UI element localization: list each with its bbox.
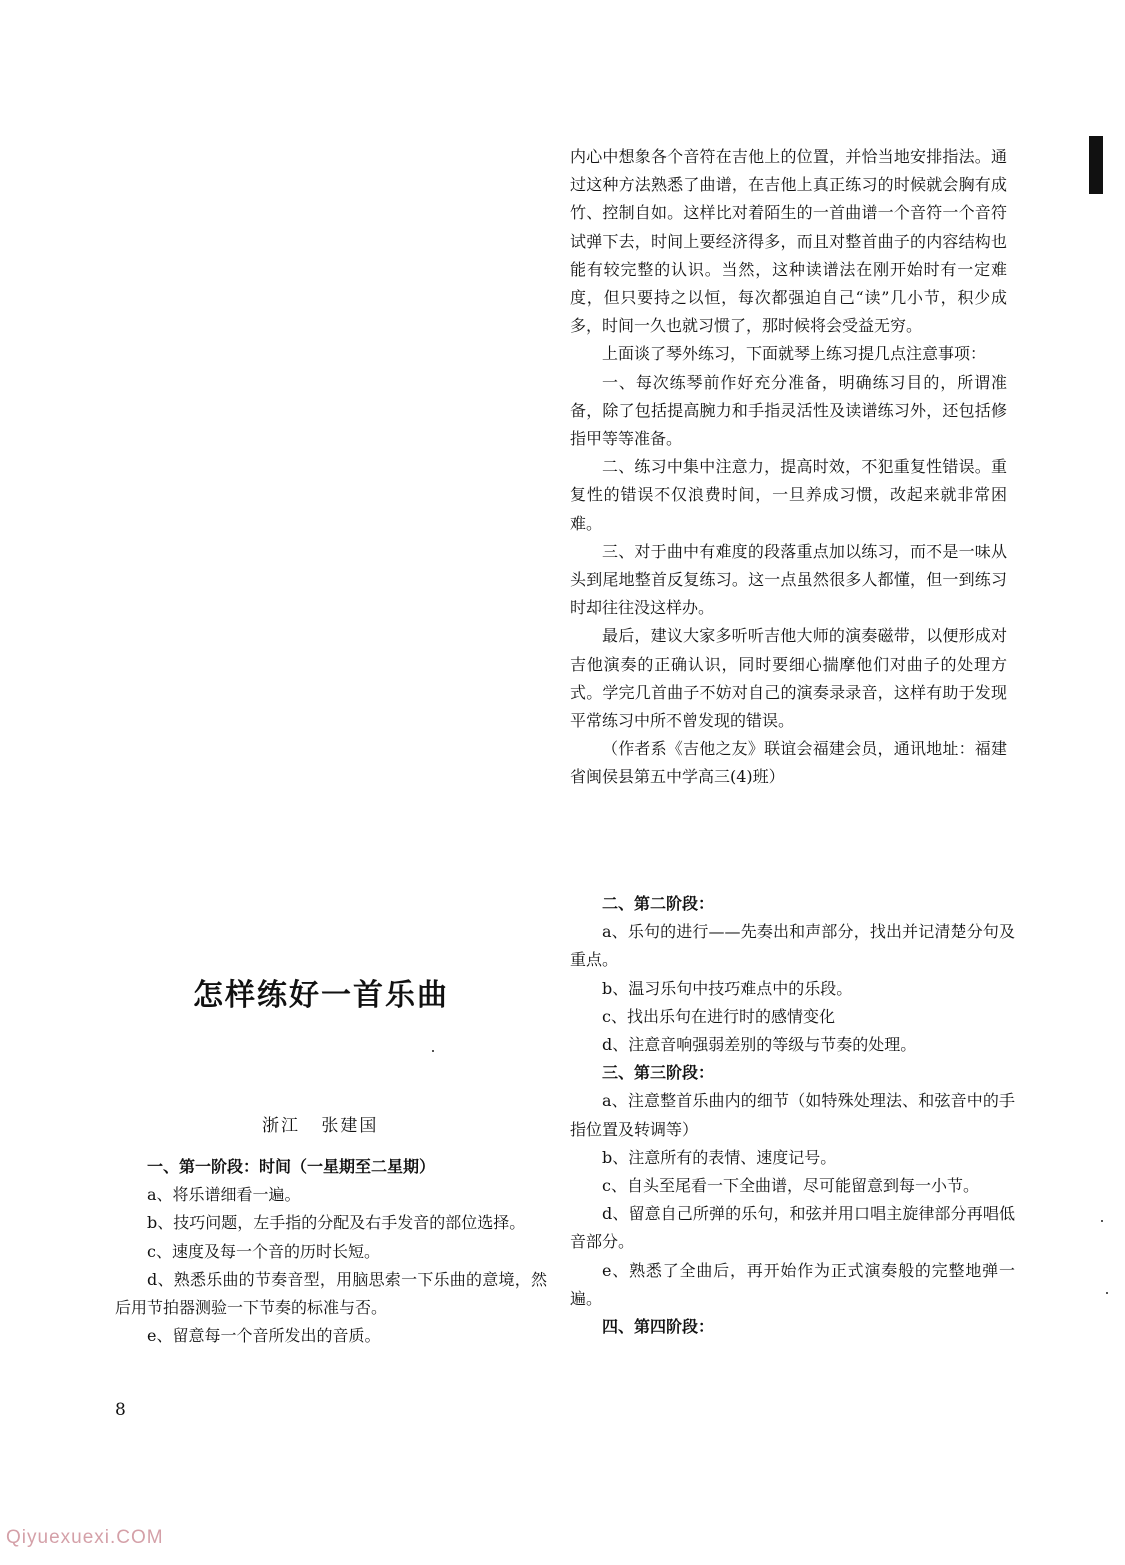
list-item: a、将乐谱细看一遍。 [147, 1185, 301, 1205]
article-title: 怎样练好一首乐曲 [193, 978, 449, 1013]
section-heading: 二、第二阶段： [602, 894, 715, 913]
paragraph: 二、练习中集中注意力，提高时效，不犯重复性错误。重复性的错误不仅浪费时间，一旦养成习惯，改起来就非常困难。 [570, 457, 1007, 533]
right-column-top [570, 143, 1007, 792]
right-column-bottom [570, 890, 1015, 1341]
margin-mark [432, 1050, 434, 1052]
list-item: c、速度及每一个音的历时长短。 [147, 1241, 380, 1261]
list-item: d、熟悉乐曲的节奏音型，用脑思索一下乐曲的意境，然后用节拍器测验一下节奏的标准与否。 [115, 1269, 547, 1318]
margin-mark [1106, 1292, 1108, 1294]
author-note: （作者系《吉他之友》联谊会福建会员，通讯地址：福建省闽侯县第五中学高三(4)班） [570, 739, 1007, 787]
site-watermark: Qiyuexuexi.COM [6, 1527, 164, 1548]
author-byline: 浙江 张建国 [262, 1116, 379, 1136]
page-edge-tab [1089, 136, 1103, 194]
paragraph: 三、对于曲中有难度的段落重点加以练习，而不是一味从头到尾地整首反复练习。这一点虽然很多人都懂，但一到练习时却往往没这样办。 [570, 541, 1007, 618]
list-item: a、乐句的进行——先奏出和声部分，找出并记清楚分句及重点。 [570, 922, 1015, 970]
list-item: c、自头至尾看一下全曲谱，尽可能留意到每一小节。 [602, 1176, 979, 1196]
left-column-body [115, 1153, 547, 1350]
list-item: c、找出乐句在进行时的感情变化 [602, 1006, 835, 1026]
paragraph: 最后，建议大家多听听吉他大师的演奏磁带，以便形成对吉他演奏的正确认识，同时要细心揣摩他们对曲子的处理方式。学完几首曲子不妨对自己的演奏录录音，这样有助于发现平常练习中所不曾发现的错误。 [570, 626, 1007, 731]
list-item: d、注意音响强弱差别的等级与节奏的处理。 [602, 1035, 917, 1055]
section-heading: 四、第四阶段： [602, 1317, 715, 1337]
paragraph: 一、每次练琴前作好充分准备，明确练习目的，所谓准备，除了包括提高腕力和手指灵活性及读谱练习外，还包括修指甲等等准备。 [570, 372, 1007, 449]
list-item: b、注意所有的表情、速度记号。 [602, 1147, 837, 1167]
section-heading: 一、第一阶段：时间（一星期至二星期） [147, 1157, 436, 1176]
section-heading: 三、第三阶段： [602, 1063, 715, 1083]
paragraph: 内心中想象各个音符在吉他上的位置，并恰当地安排指法。通过这种方法熟悉了曲谱，在吉他上真正练习的时候就会胸有成竹、控制自如。这样比对着陌生的一首曲谱一个音符一个音符试弹下去，时间上要经济得多，而且对整首曲子的内容结构也能有较完整的认识。当然，这种读谱法在刚开始时有一定难度，但只要持之以恒，每次都强迫自己“读”几小节，积少成多，时间一久也就习惯了，那时候将会受益无穷。 [570, 147, 1007, 336]
list-item: b、技巧问题，左手指的分配及右手发音的部位选择。 [147, 1213, 526, 1233]
paragraph: 上面谈了琴外练习，下面就琴上练习提几点注意事项： [602, 344, 987, 364]
list-item: a、注意整首乐曲内的细节（如特殊处理法、和弦音中的手指位置及转调等） [570, 1091, 1015, 1139]
page-number: 8 [115, 1400, 126, 1420]
list-item: e、熟悉了全曲后，再开始作为正式演奏般的完整地弹一遍。 [570, 1260, 1015, 1308]
margin-mark [1101, 1220, 1103, 1222]
list-item: e、留意每一个音所发出的音质。 [147, 1326, 381, 1346]
list-item: d、留意自己所弹的乐句，和弦并用口唱主旋律部分再唱低音部分。 [570, 1204, 1015, 1252]
list-item: b、温习乐句中技巧难点中的乐段。 [602, 978, 853, 998]
